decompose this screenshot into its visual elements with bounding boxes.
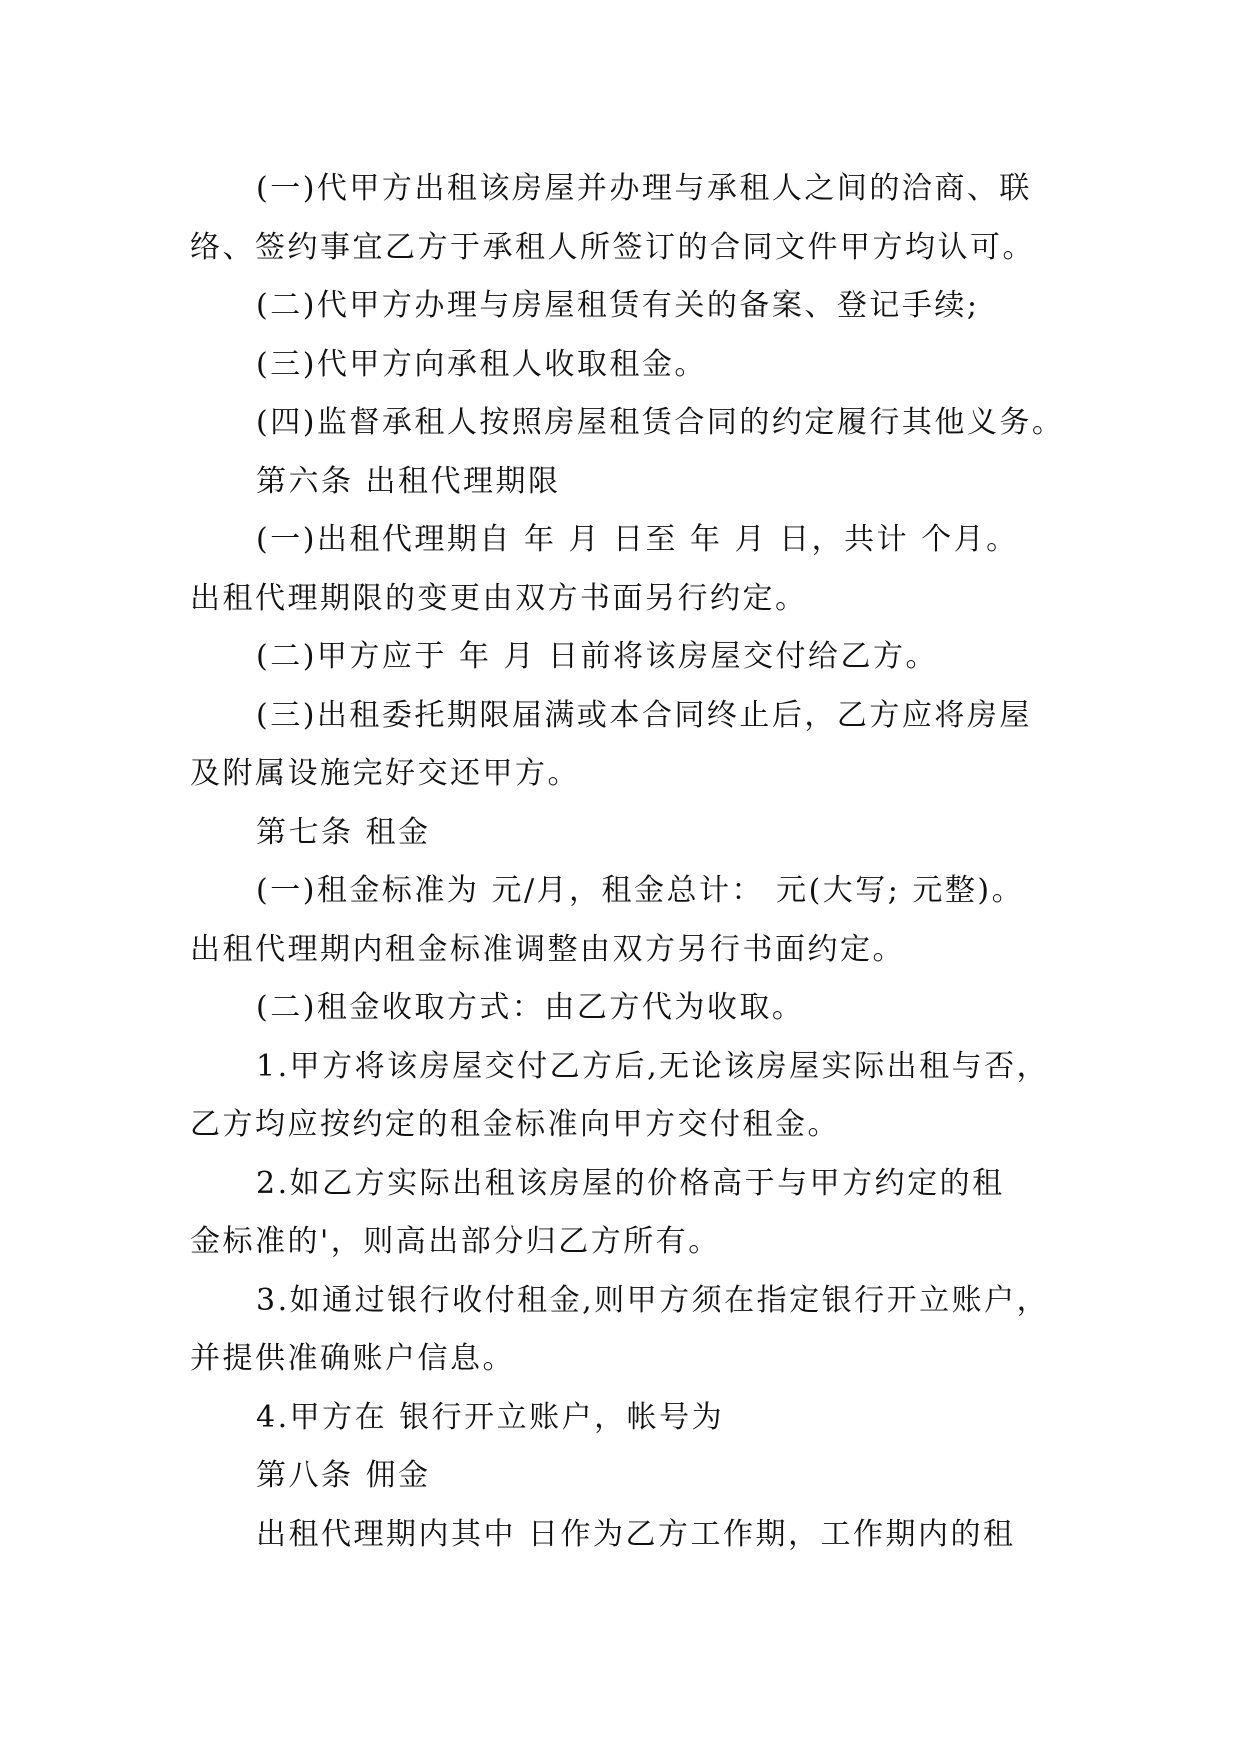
- paragraph-line: 并提供准确账户信息。: [190, 1341, 515, 1376]
- paragraph-line: 4.甲方在 银行开立账户，帐号为: [256, 1399, 725, 1435]
- paragraph-line: 2.如乙方实际出租该房屋的价格高于与甲方约定的租: [256, 1165, 1005, 1201]
- paragraph-line: 乙方均应按约定的租金标准向甲方交付租金。: [190, 1107, 840, 1142]
- paragraph-line: 出租代理期限的变更由双方书面另行约定。: [190, 580, 808, 616]
- paragraph-line: 络、签约事宜乙方于承租人所签订的合同文件甲方均认可。: [190, 229, 1035, 265]
- paragraph-line: 3.如通过银行收付租金,则甲方须在指定银行开立账户，: [256, 1282, 1050, 1318]
- paragraph-line: (三)出租委托期限届满或本合同终止后，乙方应将房屋: [256, 697, 1032, 733]
- paragraph-line: (三)代甲方向承租人收取租金。: [256, 346, 707, 382]
- paragraph-line: (一)出租代理期自 年 月 日至 年 月 日，共计 个月。: [256, 522, 1019, 557]
- paragraph-line: (一)租金标准为 元/月，租金总计： 元(大写; 元整)。: [256, 873, 1025, 908]
- document-body: [190, 160, 1070, 1564]
- paragraph-line: 出租代理期内租金标准调整由双方另行书面约定。: [190, 931, 905, 967]
- section-heading: 第六条 出租代理期限: [256, 463, 561, 499]
- paragraph-line: (二)代甲方办理与房屋租赁有关的备案、登记手续;: [256, 288, 980, 323]
- paragraph-line: 1.甲方将该房屋交付乙方后,无论该房屋实际出租与否，: [256, 1048, 1050, 1084]
- paragraph-line: 出租代理期内其中 日作为乙方工作期，工作期内的租: [256, 1516, 1016, 1552]
- paragraph-line: (四)监督承租人按照房屋租赁合同的约定履行其他义务。: [256, 405, 1065, 440]
- paragraph-line: 及附属设施完好交还甲方。: [190, 756, 580, 791]
- paragraph-line: (二)租金收取方式：由乙方代为收取。: [256, 990, 805, 1025]
- paragraph-line: (二)甲方应于 年 月 日前将该房屋交付给乙方。: [256, 639, 939, 674]
- paragraph-line: 金标准的'，则高出部分归乙方所有。: [190, 1224, 721, 1259]
- section-heading: 第七条 租金: [256, 814, 431, 850]
- paragraph-line: (一)代甲方出租该房屋并办理与承租人之间的洽商、联: [256, 171, 1032, 206]
- section-heading: 第八条 佣金: [256, 1458, 431, 1493]
